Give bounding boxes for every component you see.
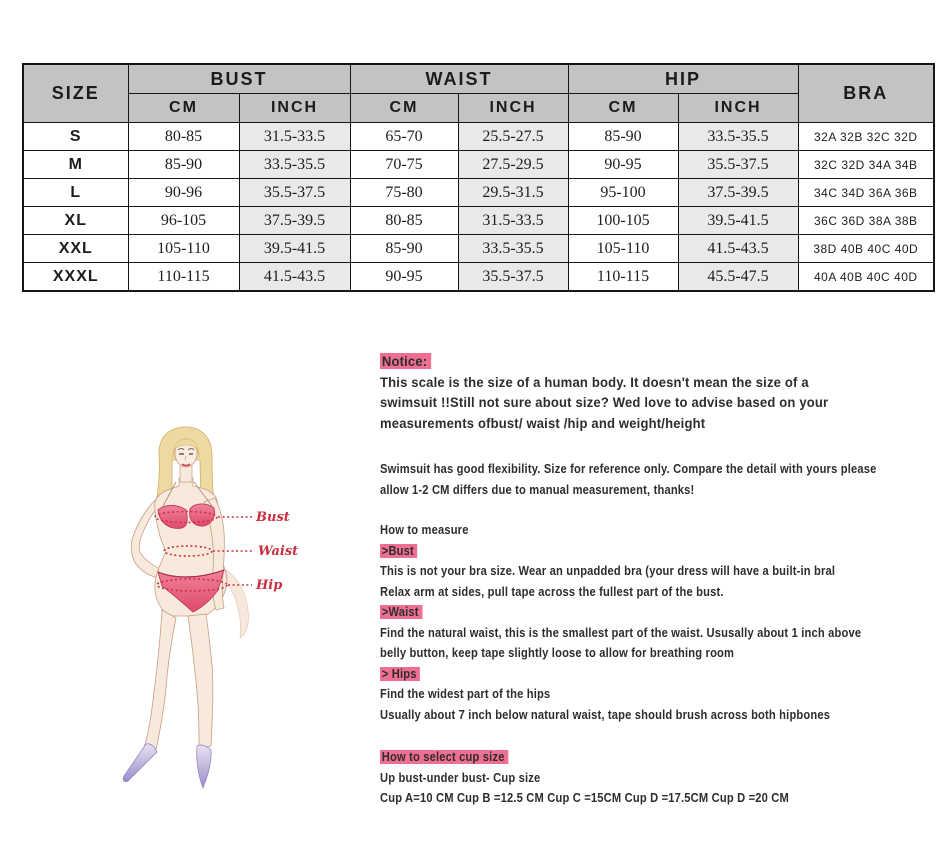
note-heading <box>380 664 880 685</box>
header-bust-cm: CM <box>128 94 239 123</box>
cell-waist-cm: 90-95 <box>350 263 458 292</box>
header-bra: BRA <box>798 64 934 123</box>
cell-size: L <box>23 179 128 207</box>
note-line: measurements ofbust/ waist /hip and weight/height <box>380 414 706 431</box>
notes-block <box>380 351 945 809</box>
cell-hip-cm: 105-110 <box>568 235 678 263</box>
cell-waist-cm: 80-85 <box>350 207 458 235</box>
figure-left-shoe <box>123 744 157 782</box>
note-heading <box>380 541 880 562</box>
note-line: Find the natural waist, this is the smallest part of the waist. Ususally about 1 inch above <box>380 625 862 640</box>
cell-waist-cm: 70-75 <box>350 151 458 179</box>
cell-bust-cm: 90-96 <box>128 179 239 207</box>
note-line: Swimsuit has good flexibility. Size for reference only. Compare the detail with yours please <box>380 462 877 476</box>
cell-size: XXL <box>23 235 128 263</box>
cell-size: S <box>23 123 128 151</box>
table-row <box>23 123 934 151</box>
cell-bust-inch: 35.5-37.5 <box>239 179 350 207</box>
cell-hip-inch: 37.5-39.5 <box>678 179 798 207</box>
header-waist: WAIST <box>350 64 568 94</box>
note-line: This is not your bra size. Wear an unpadded bra (your dress will have a built-in bral <box>380 564 836 578</box>
header-size: SIZE <box>23 64 128 123</box>
cell-waist-cm: 85-90 <box>350 235 458 263</box>
note-heading <box>380 602 880 623</box>
cell-waist-inch: 33.5-35.5 <box>458 235 568 263</box>
note-heading <box>380 747 880 768</box>
hip-label: Hip <box>256 578 283 593</box>
cell-bust-inch: 31.5-33.5 <box>239 123 350 151</box>
note-line: This scale is the size of a human body. It doesn't mean the size of a <box>380 373 809 390</box>
cell-hip-cm: 85-90 <box>568 123 678 151</box>
header-bust: BUST <box>128 64 350 94</box>
waist-label: Waist <box>258 544 299 559</box>
cell-bust-inch: 33.5-35.5 <box>239 151 350 179</box>
size-chart-table <box>22 63 935 292</box>
cell-waist-inch: 31.5-33.5 <box>458 207 568 235</box>
cell-hip-cm: 90-95 <box>568 151 678 179</box>
cell-waist-inch: 27.5-29.5 <box>458 151 568 179</box>
size-table-header <box>23 64 934 123</box>
bust-label: Bust <box>256 510 290 525</box>
highlighted-label: > Hips <box>380 667 420 681</box>
cell-size: M <box>23 151 128 179</box>
highlighted-label: How to select cup size <box>380 750 508 764</box>
note-line: Find the widest part of the hips <box>380 687 551 701</box>
table-header-row-units <box>23 94 934 123</box>
table-row <box>23 235 934 263</box>
cell-hip-cm: 110-115 <box>568 263 678 292</box>
cell-waist-cm: 75-80 <box>350 179 458 207</box>
table-row <box>23 179 934 207</box>
cell-bra: 38D 40B 40C 40D <box>798 235 934 263</box>
note-line: How to measure <box>380 523 469 537</box>
highlighted-label: >Bust <box>380 544 417 558</box>
highlighted-label: >Waist <box>380 605 422 619</box>
cell-bust-inch: 37.5-39.5 <box>239 207 350 235</box>
cell-waist-cm: 65-70 <box>350 123 458 151</box>
cell-hip-inch: 39.5-41.5 <box>678 207 798 235</box>
cell-waist-inch: 29.5-31.5 <box>458 179 568 207</box>
note-line: Cup A=10 CM Cup B =12.5 CM Cup C =15CM Cup D =17.5CM Cup D =20 CM <box>380 791 789 805</box>
figure-flare <box>226 570 249 638</box>
header-hip-cm: CM <box>568 94 678 123</box>
cell-waist-inch: 25.5-27.5 <box>458 123 568 151</box>
cell-hip-inch: 35.5-37.5 <box>678 151 798 179</box>
cell-hip-inch: 33.5-35.5 <box>678 123 798 151</box>
note-line: belly button, keep tape slightly loose to allow for breathing room <box>380 646 735 660</box>
table-row <box>23 151 934 179</box>
figure-right-leg <box>188 614 213 748</box>
figure-right-shoe <box>197 745 211 788</box>
cell-hip-cm: 100-105 <box>568 207 678 235</box>
cell-bust-cm: 96-105 <box>128 207 239 235</box>
note-line: Up bust-under bust- Cup size <box>380 770 541 785</box>
table-row <box>23 207 934 235</box>
figure-left-leg <box>144 610 176 750</box>
header-hip: HIP <box>568 64 798 94</box>
cell-hip-inch: 41.5-43.5 <box>678 235 798 263</box>
cell-bra: 36C 36D 38A 38B <box>798 207 934 235</box>
cell-bust-inch: 41.5-43.5 <box>239 263 350 292</box>
cell-bust-cm: 80-85 <box>128 123 239 151</box>
cell-hip-cm: 95-100 <box>568 179 678 207</box>
header-hip-inch: INCH <box>678 94 798 123</box>
cell-bust-inch: 39.5-41.5 <box>239 235 350 263</box>
table-header-row-groups <box>23 64 934 94</box>
cell-size: XXXL <box>23 263 128 292</box>
cell-bra: 34C 34D 36A 36B <box>798 179 934 207</box>
highlighted-label: Notice: <box>380 353 431 369</box>
cell-hip-inch: 45.5-47.5 <box>678 263 798 292</box>
note-line: Usually about 7 inch below natural waist, tape should brush across both hipbones <box>380 707 831 722</box>
cell-bust-cm: 105-110 <box>128 235 239 263</box>
header-bust-inch: INCH <box>239 94 350 123</box>
measurement-figure <box>100 420 360 810</box>
note-line: swimsuit !!Still not sure about size? Wed love to advise based on your <box>380 394 829 410</box>
cell-bust-cm: 110-115 <box>128 263 239 292</box>
size-table-body <box>23 123 934 292</box>
cell-bra: 32A 32B 32C 32D <box>798 123 934 151</box>
table-row <box>23 263 934 292</box>
cell-waist-inch: 35.5-37.5 <box>458 263 568 292</box>
cell-bust-cm: 85-90 <box>128 151 239 179</box>
header-waist-cm: CM <box>350 94 458 123</box>
note-line: Relax arm at sides, pull tape across the fullest part of the bust. <box>380 584 724 599</box>
figure-sketch-svg <box>100 420 360 810</box>
note-line: allow 1-2 CM differs due to manual measurement, thanks! <box>380 482 695 497</box>
cell-size: XL <box>23 207 128 235</box>
header-waist-inch: INCH <box>458 94 568 123</box>
cell-bra: 40A 40B 40C 40D <box>798 263 934 292</box>
note-heading <box>380 351 905 372</box>
cell-bra: 32C 32D 34A 34B <box>798 151 934 179</box>
